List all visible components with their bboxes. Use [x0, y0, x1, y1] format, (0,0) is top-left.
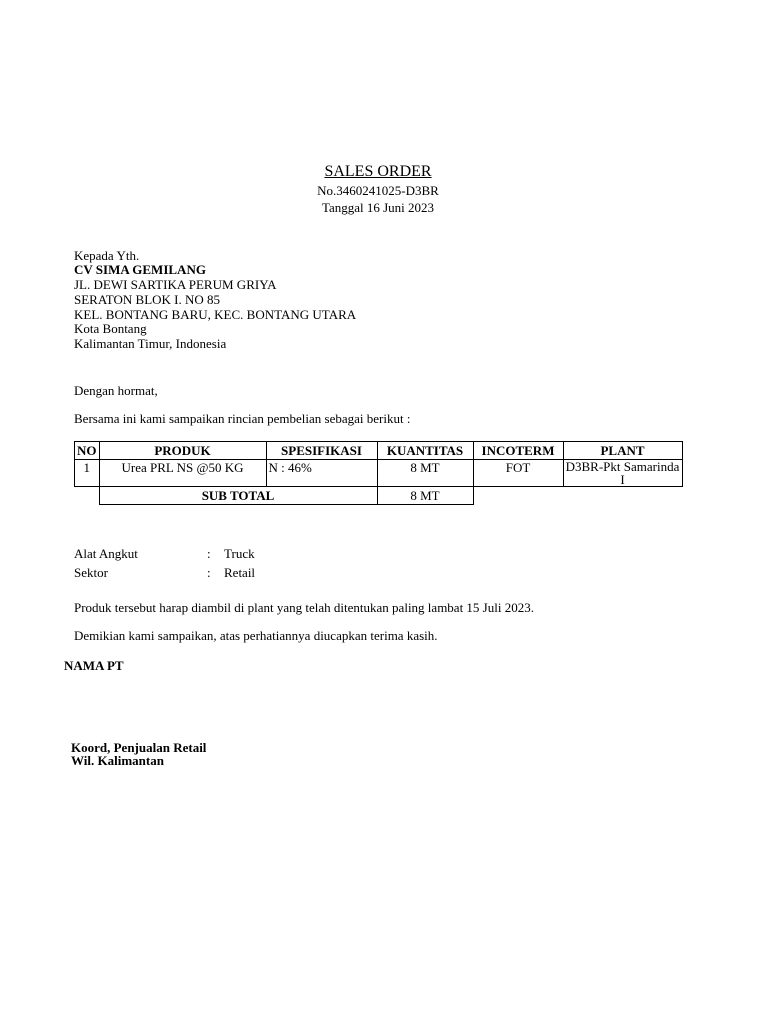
subtotal-row [75, 487, 683, 505]
address-line: Kalimantan Timur, Indonesia [74, 336, 227, 351]
header-no: NO [75, 442, 100, 460]
transport-separator: : [207, 546, 211, 561]
subtotal-spacer [473, 487, 682, 505]
order-number: No.3460241025-D3BR [317, 183, 439, 198]
closing-text: Demikian kami sampaikan, atas perhatiannya diucapkan terima kasih. [74, 628, 438, 643]
transport-value: Truck [224, 546, 255, 561]
cell-kuantitas: 8 MT [377, 460, 473, 487]
sector-separator: : [207, 565, 211, 580]
header-produk: PRODUK [99, 442, 266, 460]
recipient-salutation: Kepada Yth. [74, 248, 140, 263]
cell-plant: D3BR-Pkt Samarinda I [563, 460, 682, 487]
signature-company: NAMA PT [64, 658, 124, 673]
subtotal-value: 8 MT [377, 487, 473, 505]
address-line: JL. DEWI SARTIKA PERUM GRIYA [74, 277, 277, 292]
transport-label: Alat Angkut [74, 546, 138, 561]
sector-value: Retail [224, 565, 256, 580]
signature-role: Koord, Penjualan Retail [71, 740, 207, 755]
greeting: Dengan hormat, [74, 383, 158, 398]
cell-incoterm: FOT [473, 460, 563, 487]
cell-spesifikasi: N : 46% [266, 460, 377, 487]
address-line: SERATON BLOK I. NO 85 [74, 292, 221, 307]
recipient-name: CV SIMA GEMILANG [74, 262, 206, 277]
order-date: Tanggal 16 Juni 2023 [321, 200, 435, 215]
sector-label: Sektor [74, 565, 108, 580]
subtotal-spacer [75, 487, 100, 505]
signature-region: Wil. Kalimantan [71, 753, 164, 768]
order-items-table [74, 441, 683, 505]
header-kuantitas: KUANTITAS [377, 442, 473, 460]
table-row [75, 460, 683, 487]
pickup-note: Produk tersebut harap diambil di plant yang telah ditentukan paling lambat 15 Juli 2023. [74, 600, 534, 615]
cell-no: 1 [75, 460, 100, 487]
header-plant: PLANT [563, 442, 682, 460]
document-title: SALES ORDER [324, 163, 432, 180]
header-incoterm: INCOTERM [473, 442, 563, 460]
table-header-row [75, 442, 683, 460]
header-spesifikasi: SPESIFIKASI [266, 442, 377, 460]
cell-produk: Urea PRL NS @50 KG [99, 460, 266, 487]
intro-text: Bersama ini kami sampaikan rincian pembelian sebagai berikut : [74, 411, 411, 426]
address-line: KEL. BONTANG BARU, KEC. BONTANG UTARA [74, 307, 357, 322]
address-line: Kota Bontang [74, 321, 147, 336]
subtotal-label: SUB TOTAL [99, 487, 377, 505]
